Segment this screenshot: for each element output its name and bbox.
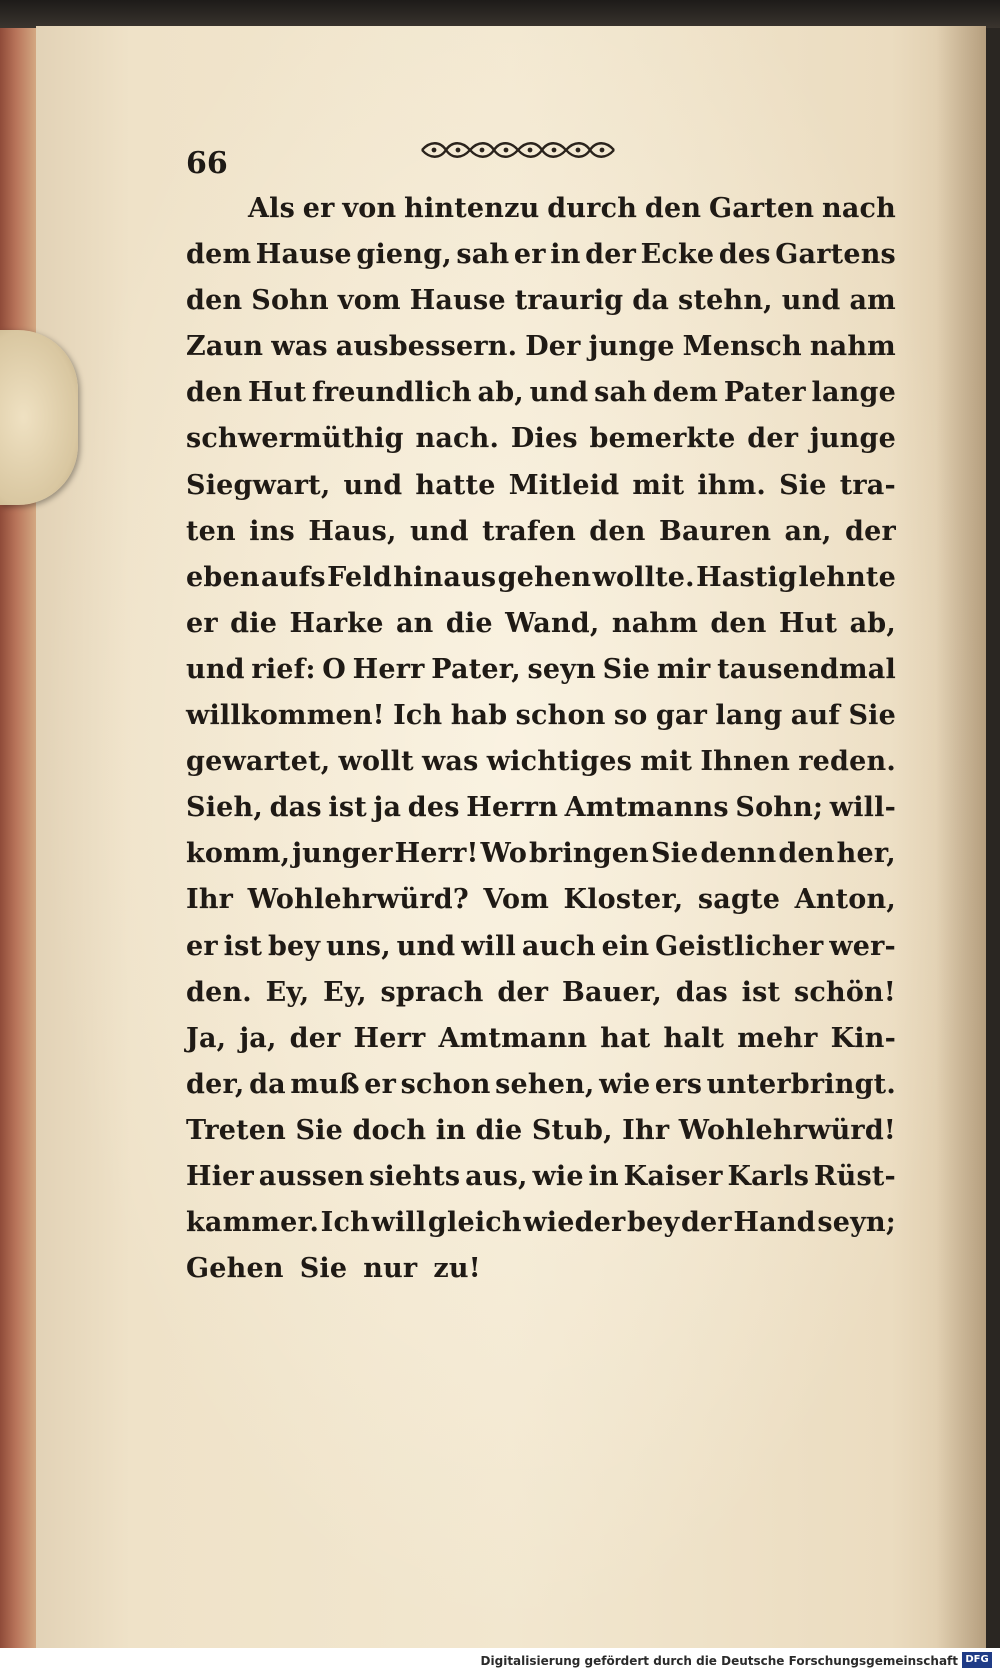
word: und <box>396 930 456 962</box>
word: Kaiser <box>623 1160 723 1192</box>
word: des <box>718 239 771 271</box>
word: Hause <box>409 285 506 317</box>
word: rief: <box>251 653 316 685</box>
word: Haus, <box>308 515 397 547</box>
word: den <box>186 377 243 409</box>
word: und <box>529 377 589 409</box>
word: Kloster, <box>563 884 684 916</box>
word: in <box>588 1160 619 1192</box>
word: nach. <box>415 423 500 455</box>
word: Der <box>525 331 581 363</box>
word: Kin- <box>830 1022 896 1054</box>
word: Ecke <box>640 239 715 271</box>
word: zu! <box>433 1253 481 1285</box>
text-line <box>186 509 896 555</box>
word: den <box>778 838 835 870</box>
word: da <box>632 285 670 317</box>
word: hatte <box>415 469 496 501</box>
word: Hier <box>186 1160 254 1192</box>
word: gieng, <box>356 239 452 271</box>
word: Wohlehrwürd? <box>247 884 469 916</box>
text-line <box>186 463 896 509</box>
book-page-edges <box>0 28 40 1648</box>
word: der <box>497 976 549 1008</box>
text-line <box>186 416 896 462</box>
word: mit <box>640 746 693 778</box>
word: ausbessern. <box>335 331 518 363</box>
word: sehen, <box>495 1068 595 1100</box>
text-line <box>186 1246 896 1292</box>
word: Bauren <box>658 515 772 547</box>
word: ist <box>741 976 781 1008</box>
page-gutter-shadow <box>936 26 986 1648</box>
word: Sie <box>602 653 651 685</box>
word: ab, <box>849 607 896 639</box>
word: den <box>186 285 243 317</box>
word: junge <box>588 331 675 363</box>
word: den <box>710 607 767 639</box>
word: der <box>585 239 636 271</box>
text-line <box>186 601 896 647</box>
word: Herrn <box>466 792 559 824</box>
word: Ey, <box>265 976 310 1008</box>
word: O <box>322 653 347 685</box>
word: die <box>475 1114 523 1146</box>
text-line <box>186 647 896 693</box>
word: wichtiges <box>486 746 633 778</box>
word: und <box>186 653 245 685</box>
word: gleich <box>427 1207 522 1239</box>
word: Hut <box>248 377 307 409</box>
book-page <box>36 26 986 1648</box>
word: freundlich <box>312 377 472 409</box>
page-clip <box>0 330 78 505</box>
text-line <box>186 877 896 923</box>
word: gar <box>655 700 708 732</box>
word: ab, <box>477 377 524 409</box>
word: der <box>289 1022 341 1054</box>
word: auch <box>521 930 596 962</box>
word: traurig <box>514 285 624 317</box>
header-ornament <box>418 139 618 161</box>
word: und <box>409 515 469 547</box>
word: schon <box>515 700 606 732</box>
word: sah <box>594 377 648 409</box>
word: Treten <box>186 1114 287 1146</box>
word: lang <box>715 700 783 732</box>
word: Wohlehrwürd! <box>678 1114 896 1146</box>
word: Mensch <box>682 331 802 363</box>
text-line <box>186 232 896 278</box>
word: Ihr <box>622 1114 670 1146</box>
word: lange <box>811 377 896 409</box>
word: wollt <box>338 746 414 778</box>
word: ist <box>328 792 367 824</box>
word: des <box>407 792 460 824</box>
word: der <box>845 515 896 547</box>
word: aus, <box>465 1160 528 1192</box>
word: Hut <box>779 607 838 639</box>
word: der, <box>186 1068 245 1100</box>
word: dem <box>652 377 719 409</box>
word: junge <box>809 423 896 455</box>
word: Amtmanns <box>564 792 729 824</box>
word: Sie <box>779 469 827 501</box>
word: Hastig <box>696 561 798 593</box>
word: Sie <box>650 838 699 870</box>
word: Karls <box>727 1160 810 1192</box>
word: der <box>680 1207 732 1239</box>
word: von <box>342 193 397 224</box>
word: Herr <box>352 653 425 685</box>
word: Ihnen <box>700 746 791 778</box>
word: Pater <box>723 377 806 409</box>
word: in <box>435 1114 466 1146</box>
word: will <box>461 930 517 962</box>
word: am <box>849 285 896 317</box>
word: die <box>230 607 278 639</box>
word: seyn <box>527 653 596 685</box>
word: lehnte <box>798 561 896 593</box>
word: Ey, <box>323 976 367 1008</box>
word: Vom <box>483 884 550 916</box>
word: wieder <box>523 1207 626 1239</box>
text-line <box>186 186 896 232</box>
dfg-logo: DFG <box>962 1652 992 1668</box>
word: Wand, <box>505 607 600 639</box>
text-line <box>186 831 896 877</box>
word: sah <box>456 239 510 271</box>
word: Bauer, <box>561 976 662 1008</box>
word: denn <box>700 838 777 870</box>
word: der <box>747 423 799 455</box>
word: eben <box>186 561 260 593</box>
word: aussen <box>258 1160 365 1192</box>
word: nahm <box>809 331 896 363</box>
word: Sohn <box>251 285 329 317</box>
word: Anton, <box>794 884 896 916</box>
word: bringen <box>528 838 650 870</box>
word: junger <box>292 838 393 870</box>
word: so <box>613 700 648 732</box>
word: Mitleid <box>508 469 620 501</box>
page-number: 66 <box>186 146 228 181</box>
word: tausendmal <box>717 653 896 685</box>
word: Ich <box>393 700 443 732</box>
word: mir <box>656 653 711 685</box>
text-line <box>186 1200 896 1246</box>
word: ist <box>223 930 263 962</box>
word: er <box>364 1068 397 1100</box>
word: Gartens <box>775 239 896 271</box>
text-line <box>186 970 896 1016</box>
word: gewartet, <box>186 746 331 778</box>
word: her, <box>836 838 896 870</box>
word: schön! <box>793 976 896 1008</box>
word: ers <box>654 1068 703 1100</box>
text-line <box>186 1108 896 1154</box>
word: auf <box>790 700 841 732</box>
book-cover-top <box>0 0 1000 28</box>
word: reden. <box>798 746 896 778</box>
word: den. <box>186 976 252 1008</box>
word: stehn, <box>678 285 773 317</box>
word: was <box>271 331 328 363</box>
word: wer- <box>829 930 896 962</box>
word: komm, <box>186 838 291 870</box>
word: den <box>644 193 702 224</box>
word: in <box>550 239 581 271</box>
word: doch <box>352 1114 427 1146</box>
word: die <box>445 607 493 639</box>
word: mehr <box>737 1022 818 1054</box>
word: Sie <box>848 700 896 732</box>
word: trafen <box>482 515 576 547</box>
word: Ihr <box>186 884 234 916</box>
text-line <box>186 370 896 416</box>
word: sprach <box>380 976 484 1008</box>
word: Siegwart, <box>186 469 331 501</box>
word: er <box>186 607 218 639</box>
word: bemerkte <box>589 423 736 455</box>
word: willkommen! <box>186 700 385 732</box>
text-line <box>186 278 896 324</box>
word: Ich <box>320 1207 370 1239</box>
word: hintenzu <box>404 193 540 224</box>
word: hab <box>450 700 508 732</box>
text-line <box>186 555 896 601</box>
word: und <box>781 285 841 317</box>
word: Sie <box>299 1253 348 1285</box>
word: bey <box>267 930 321 962</box>
word: Herr! <box>394 838 479 870</box>
text-line <box>186 785 896 831</box>
word: an <box>395 607 434 639</box>
word: Geistlicher <box>655 930 824 962</box>
word: aufs <box>261 561 326 593</box>
word: Hand <box>733 1207 816 1239</box>
text-line <box>186 1062 896 1108</box>
word: ins <box>249 515 295 547</box>
word: halt <box>663 1022 725 1054</box>
word: nahm <box>611 607 698 639</box>
word: Sie <box>295 1114 344 1146</box>
word: schon <box>400 1068 491 1100</box>
text-line <box>186 739 896 785</box>
word: will <box>371 1207 427 1239</box>
word: Garten <box>708 193 815 224</box>
word: das <box>675 976 728 1008</box>
word: durch <box>547 193 638 224</box>
word: ja <box>373 792 402 824</box>
word: was <box>421 746 479 778</box>
word: Herr <box>353 1022 426 1054</box>
word: den <box>589 515 646 547</box>
word: hinaus <box>393 561 497 593</box>
word: unterbringt. <box>706 1068 896 1100</box>
word: ten <box>186 515 236 547</box>
word: kammer. <box>186 1207 320 1239</box>
word: uns, <box>326 930 391 962</box>
word: ihm. <box>697 469 766 501</box>
word: ja, <box>239 1022 277 1054</box>
word: Zaun <box>186 331 264 363</box>
word: Sieh, <box>186 792 263 824</box>
text-line <box>186 924 896 970</box>
word: da <box>249 1068 286 1100</box>
word: Harke <box>289 607 384 639</box>
text-line <box>186 324 896 370</box>
word: wie <box>532 1160 584 1192</box>
word: nur <box>363 1253 418 1285</box>
word: und <box>343 469 403 501</box>
word: nach <box>821 193 896 224</box>
word: bey <box>627 1207 680 1239</box>
word: Hause <box>255 239 352 271</box>
word: dem <box>186 239 252 271</box>
word: seyn; <box>817 1207 896 1239</box>
word: Wo <box>480 838 528 870</box>
text-line <box>186 1154 896 1200</box>
word: vom <box>337 285 401 317</box>
word: er <box>513 239 546 271</box>
word: Als <box>248 193 296 224</box>
word: Gehen <box>186 1253 284 1285</box>
word: muß <box>290 1068 360 1100</box>
word: Dies <box>510 423 578 455</box>
word: Amtmann <box>438 1022 588 1054</box>
word: Pater, <box>431 653 521 685</box>
word: Sohn; <box>735 792 824 824</box>
word: er <box>186 930 218 962</box>
word: sagte <box>697 884 781 916</box>
word: das <box>269 792 322 824</box>
word: ein <box>601 930 650 962</box>
page-text <box>186 186 896 1292</box>
word: schwermüthig <box>186 423 404 455</box>
word: hat <box>600 1022 651 1054</box>
word: mit <box>632 469 685 501</box>
word: er <box>302 193 335 224</box>
word: Feld <box>327 561 392 593</box>
word: Stub, <box>531 1114 613 1146</box>
word: will- <box>829 792 896 824</box>
funding-credit: Digitalisierung gefördert durch die Deutsche Forschungsgemeinschaft <box>480 1654 958 1668</box>
word: Ja, <box>186 1022 227 1054</box>
word: gehen <box>497 561 592 593</box>
word: Rüst- <box>813 1160 896 1192</box>
word: tra- <box>839 469 896 501</box>
word: siehts <box>369 1160 461 1192</box>
word: wie <box>599 1068 651 1100</box>
text-line <box>186 693 896 739</box>
word: wollte. <box>592 561 695 593</box>
text-line <box>186 1016 896 1062</box>
word: an, <box>784 515 832 547</box>
